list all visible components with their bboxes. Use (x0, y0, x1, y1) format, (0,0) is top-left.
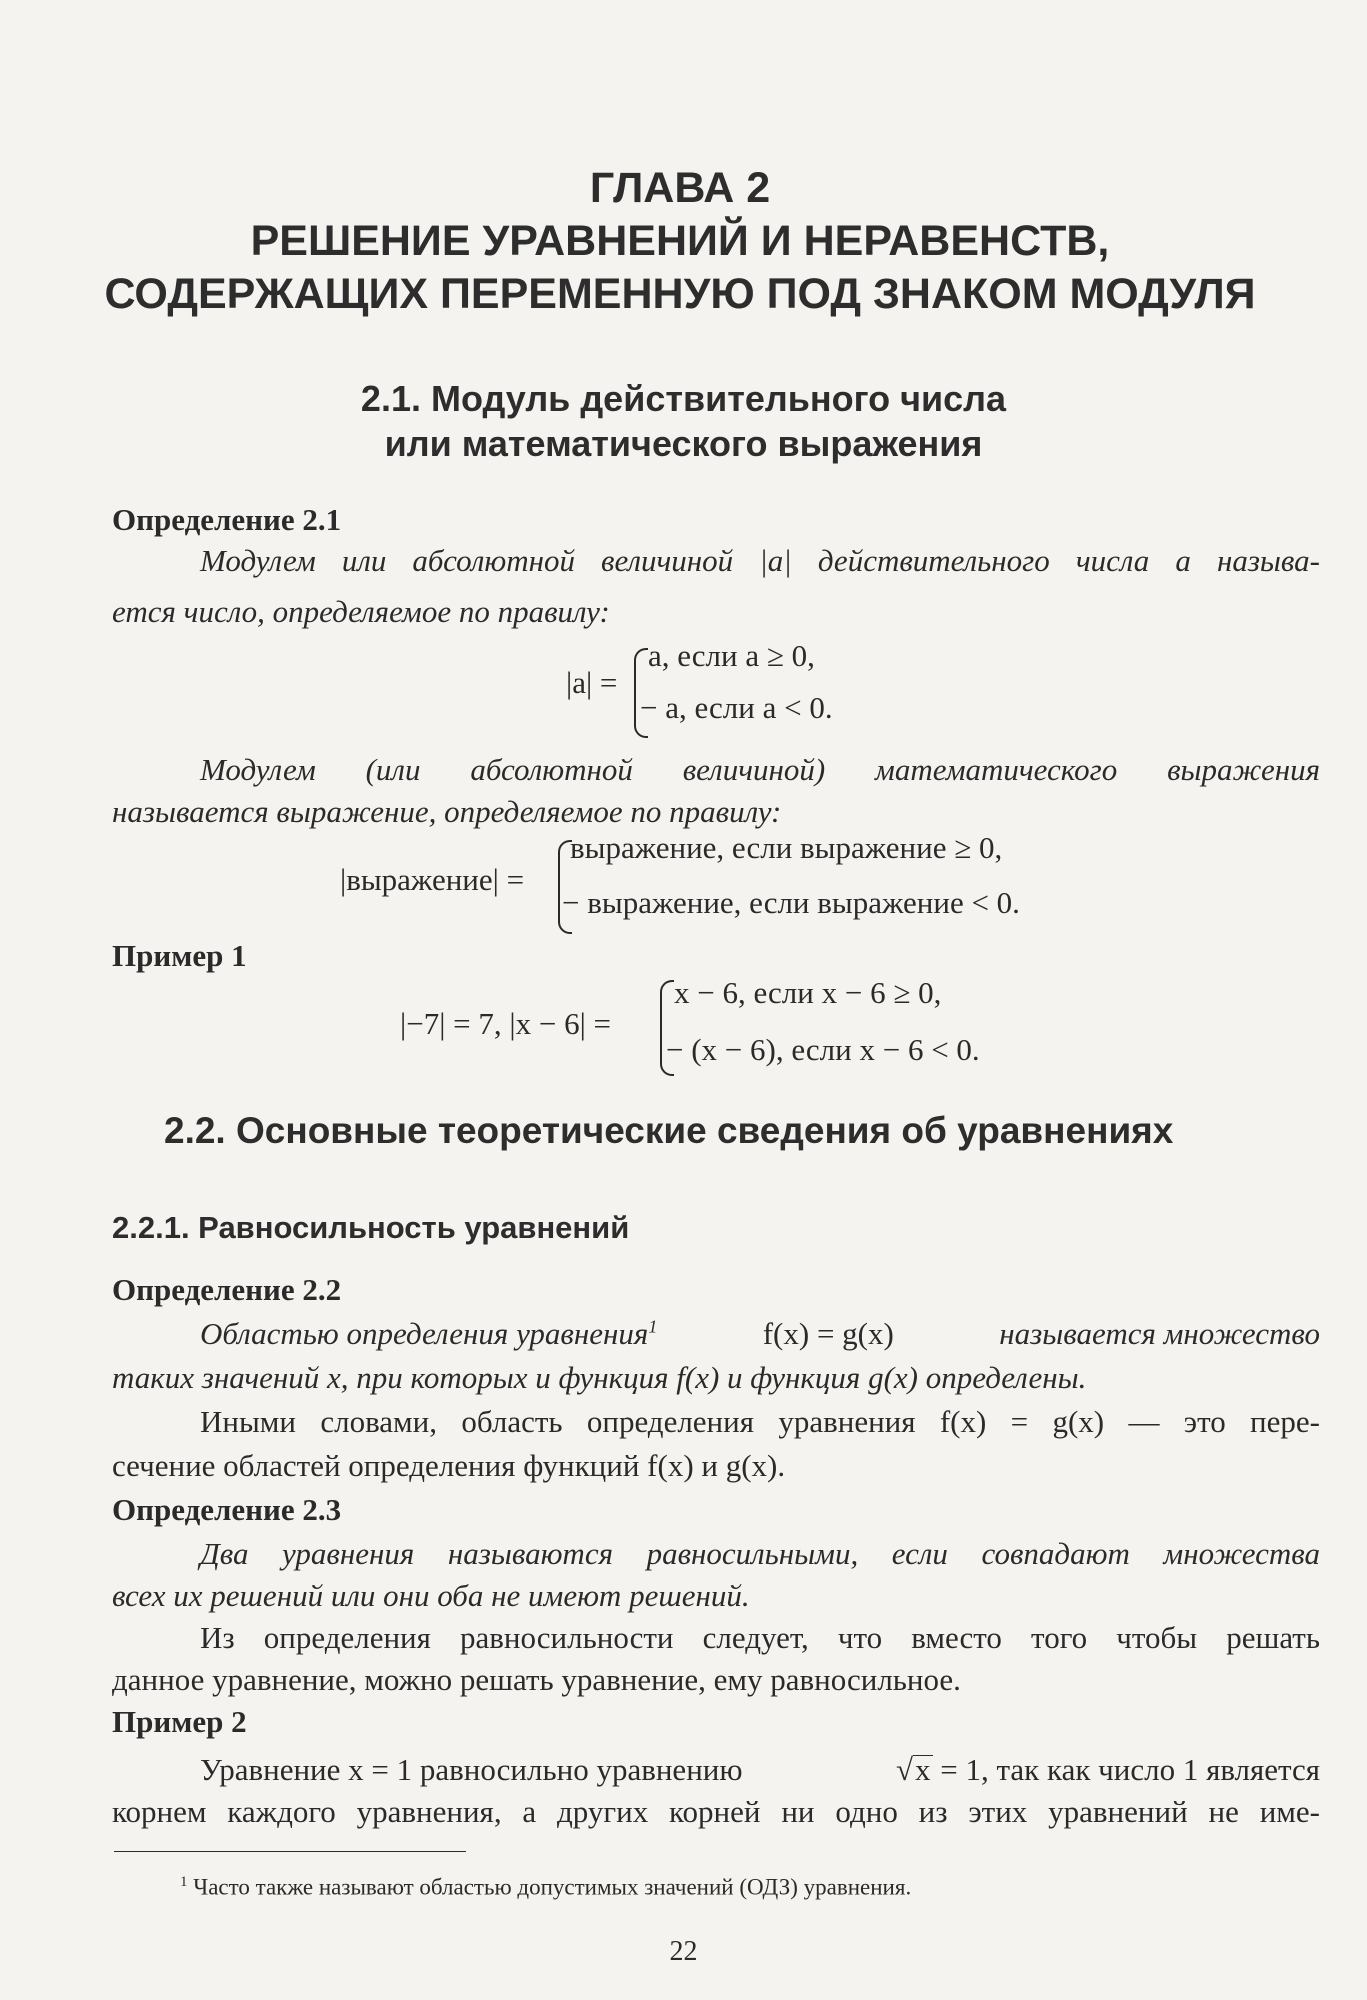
section-2-2-1-title: 2.2.1. Равносильность уравнений (112, 1210, 630, 1245)
example-1-lhs: |−7| = 7, |x − 6| = (400, 1006, 612, 1041)
example-1-case-1: x − 6, если x − 6 ≥ 0, (674, 975, 942, 1010)
example-1-case-2: − (x − 6), если x − 6 < 0. (666, 1032, 980, 1067)
abs-expression-lhs: |выражение| = (340, 862, 525, 897)
abs-a-case-2: − a, если a < 0. (640, 690, 833, 725)
definition-2-3-heading: Определение 2.3 (112, 1492, 342, 1527)
definition-2-3-line-1: Два уравнения называются равносильными, если совпадают множества (200, 1536, 1320, 1571)
definition-2-3-para-line-2: данное уравнение, можно решать уравнение, ему равносильное. (112, 1662, 961, 1697)
abs-expression-case-1: выражение, если выражение ≥ 0, (570, 830, 1003, 865)
sqrt-argument: x (915, 1752, 931, 1787)
abs-a-equation-lhs: |a| = (566, 665, 618, 700)
section-2-1-title-line-2: или математического выражения (384, 423, 983, 464)
chapter-title-line-2: РЕШЕНИЕ УРАВНЕНИЙ И НЕРАВЕНСТВ, (250, 217, 1110, 265)
example-2-line-2: корнем каждого уравнения, а других корней ни одно из этих уравнений не име- (112, 1794, 1320, 1829)
definition-2-1-line-2: ется число, определяемое по правилу: (112, 594, 610, 629)
footnote-separator (114, 1851, 466, 1852)
example-2-text-b: = 1, так как число 1 является (932, 1752, 1320, 1787)
section-2-1-title-line-1: 2.1. Модуль действительного числа (360, 378, 1007, 419)
definition-2-2-para-line-1: Иными словами, область определения уравнения f(x) = g(x) — это пере- (200, 1404, 1320, 1439)
expression-modulus-line-2: называется выражение, определяемое по правилу: (112, 794, 782, 829)
equation-f-equals-g: f(x) = g(x) (762, 1316, 894, 1351)
definition-2-2-term-text: Областью определения уравнения (200, 1316, 649, 1351)
example-2-text-a: Уравнение x = 1 равносильно уравнению (200, 1752, 743, 1787)
definition-2-2-para-line-2: сечение областей определения функций f(x) и g(x). (112, 1448, 786, 1483)
definition-2-2-line-1 (200, 1316, 1320, 1352)
chapter-title (80, 162, 1280, 321)
example-1-heading: Пример 1 (112, 938, 247, 973)
definition-2-2-line-2: таких значений x, при которых и функция f(x) и функция g(x) определены. (112, 1360, 1087, 1395)
definition-2-1-line-1: Модулем или абсолютной величиной |a| действительного числа a называ- (200, 543, 1320, 578)
footnote-reference[interactable]: 1 (648, 1316, 658, 1337)
page-number: 22 (669, 1936, 698, 1967)
sqrt-sign: √ (896, 1752, 914, 1787)
definition-2-2-heading: Определение 2.2 (112, 1272, 342, 1307)
definition-2-2-continuation: называется множество (999, 1316, 1320, 1351)
expression-modulus-line-1: Модулем (или абсолютной величиной) математического выражения (200, 752, 1320, 787)
section-2-1-title (100, 376, 1267, 466)
footnote-mark: 1 (180, 1874, 188, 1890)
abs-expression-case-2: − выражение, если выражение < 0. (562, 885, 1020, 920)
chapter-title-line-1: ГЛАВА 2 (589, 164, 771, 212)
definition-2-3-para-line-1: Из определения равносильности следует, что вместо того чтобы решать (200, 1620, 1320, 1655)
section-2-2-title: 2.2. Основные теоретические сведения об уравнениях (164, 1110, 1174, 1151)
footnote (180, 1874, 911, 1901)
definition-2-1-heading: Определение 2.1 (112, 502, 342, 537)
example-2-line-1 (200, 1752, 1320, 1788)
example-2-heading: Пример 2 (112, 1704, 247, 1739)
abs-a-case-1: a, если a ≥ 0, (648, 638, 815, 673)
definition-2-2-term (200, 1316, 657, 1352)
sqrt-x-expression (896, 1752, 1320, 1788)
definition-2-3-line-2: всех их решений или они оба не имеют решений. (112, 1578, 750, 1613)
footnote-text: Часто также называют областью допустимых значений (ОДЗ) уравнения. (187, 1874, 912, 1900)
chapter-title-line-3: СОДЕРЖАЩИХ ПЕРЕМЕННУЮ ПОД ЗНАКОМ МОДУЛЯ (104, 270, 1256, 318)
